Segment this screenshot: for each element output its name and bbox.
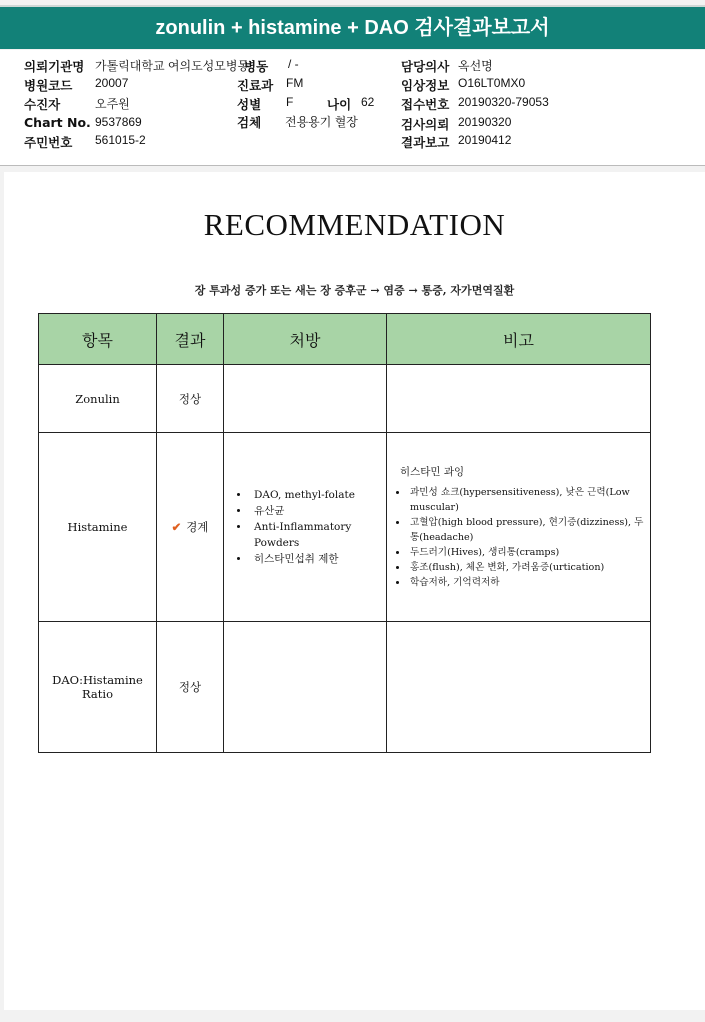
clinical-info-value: O16LT0MX0 xyxy=(458,76,526,90)
recommendation-page xyxy=(4,172,705,1010)
remarks-list xyxy=(388,485,649,590)
list-item: • 학습저하, 기억력저하 xyxy=(408,575,649,590)
header-prescription: 처방 xyxy=(224,314,387,365)
item-cell: Zonulin xyxy=(39,365,157,433)
report-header-title: zonulin + histamine + DAO 검사결과보고서 xyxy=(0,7,705,49)
table-row xyxy=(39,433,651,622)
remarks-cell xyxy=(387,433,651,622)
specimen-label: 검체 xyxy=(237,115,262,130)
recommendation-subtitle: 장 투과성 증가 또는 새는 장 증후군 → 염증 → 통증, 자가면역질환 xyxy=(194,284,515,297)
test-request-label: 검사의뢰 xyxy=(401,117,450,132)
ward-value: / - xyxy=(288,57,299,71)
remarks-cell xyxy=(387,622,651,753)
hospital-code-value: 20007 xyxy=(95,76,129,90)
sex-label: 성별 xyxy=(237,97,262,112)
header-result: 결과 xyxy=(157,314,224,365)
list-item: • 과민성 쇼크(hypersensitiveness), 낮은 근력(Low muscular) xyxy=(408,485,649,515)
receipt-no-value: 20190320-79053 xyxy=(458,95,549,109)
table-row xyxy=(39,365,651,433)
check-icon: ✔ xyxy=(171,520,182,534)
prescription-cell xyxy=(224,433,387,622)
specimen-value: 전용용기 혈장 xyxy=(285,115,358,129)
department-value: FM xyxy=(286,76,304,90)
item-cell: DAO:Histamine Ratio xyxy=(39,622,157,753)
list-item: • Anti-Inflammatory Powders xyxy=(250,519,385,551)
doctor-label: 담당의사 xyxy=(401,59,450,74)
result-cell: 정상 xyxy=(157,365,224,433)
result-report-label: 결과보고 xyxy=(401,135,450,150)
recommendation-table xyxy=(38,313,651,753)
prescription-cell xyxy=(224,622,387,753)
department-label: 진료과 xyxy=(237,78,274,93)
institution-value: 가톨릭대학교 여의도성모병동 xyxy=(95,59,250,73)
list-item: • 고혈압(high blood pressure), 현기증(dizziness), 두통(headache) xyxy=(408,515,649,545)
remarks-cell xyxy=(387,365,651,433)
test-request-value: 20190320 xyxy=(458,115,512,129)
table-header-row xyxy=(39,314,651,365)
prescription-cell xyxy=(224,365,387,433)
patient-label: 수진자 xyxy=(24,97,61,112)
ward-label: 병동 xyxy=(244,59,269,74)
result-text: 경계 xyxy=(186,520,209,534)
item-cell: Histamine xyxy=(39,433,157,622)
sex-value: F xyxy=(286,95,294,109)
result-cell xyxy=(157,433,224,622)
table-row xyxy=(39,622,651,753)
resident-no-label: 주민번호 xyxy=(24,135,73,150)
receipt-no-label: 접수번호 xyxy=(401,97,450,112)
age-label: 나이 xyxy=(327,97,352,112)
result-cell: 정상 xyxy=(157,622,224,753)
doctor-value: 옥선명 xyxy=(458,59,493,73)
patient-info-panel xyxy=(0,50,705,166)
list-item: • 홍조(flush), 체온 변화, 가려움증(urtication) xyxy=(408,560,649,575)
list-item: • DAO, methyl-folate xyxy=(250,487,385,503)
prescription-list xyxy=(225,487,385,567)
clinical-info-label: 임상정보 xyxy=(401,78,450,93)
list-item: • 두드러기(Hives), 생리통(cramps) xyxy=(408,545,649,560)
header-remarks: 비고 xyxy=(387,314,651,365)
list-item: • 유산균 xyxy=(250,503,385,519)
age-value: 62 xyxy=(361,95,375,109)
result-report-value: 20190412 xyxy=(458,133,512,147)
remarks-heading: 히스타민 과잉 xyxy=(400,466,465,478)
list-item: • 히스타민섭취 제한 xyxy=(250,551,385,567)
header-item: 항목 xyxy=(39,314,157,365)
chart-no-value: 9537869 xyxy=(95,115,142,129)
chart-no-label: Chart No. xyxy=(24,115,91,130)
resident-no-value: 561015-2 xyxy=(95,133,146,147)
institution-label: 의뢰기관명 xyxy=(24,59,85,74)
patient-value: 오주원 xyxy=(95,97,130,111)
recommendation-title: RECOMMENDATION xyxy=(203,207,506,242)
hospital-code-label: 병원코드 xyxy=(24,78,73,93)
